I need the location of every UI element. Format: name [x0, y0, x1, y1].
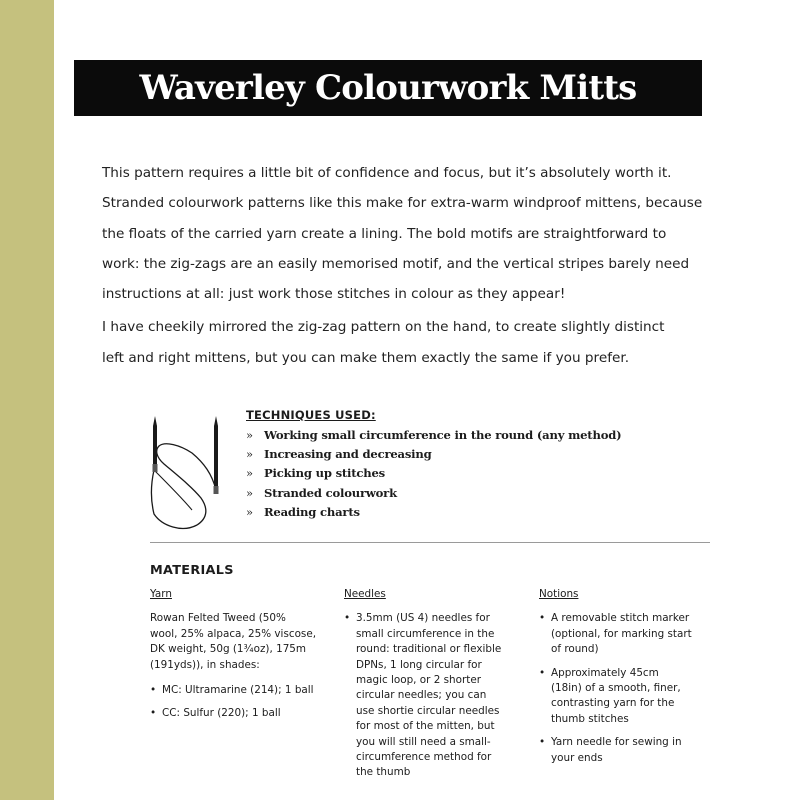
needles-column	[344, 587, 516, 789]
needles-line: DPNs, 1 long circular for	[356, 658, 482, 671]
notions-title: Notions	[539, 588, 579, 600]
needles-line: you will still need a small-	[356, 735, 491, 748]
needles-line: for most of the mitten, but	[356, 720, 495, 733]
notions-line: (18in) of a smooth, finer,	[551, 682, 681, 695]
needles-line: circumference method for	[356, 751, 492, 764]
notions-text	[551, 666, 681, 728]
bullet: •	[539, 612, 546, 625]
yarn-line: Rowan Felted Tweed (50%	[150, 612, 286, 625]
needles-line: the thumb	[356, 766, 411, 779]
notions-column	[539, 587, 709, 774]
accent-side-bar	[0, 0, 54, 800]
technique-label: Reading charts	[264, 504, 360, 519]
page-title: Waverley Colourwork Mitts	[139, 68, 637, 108]
technique-item	[246, 503, 716, 522]
bullet: •	[539, 736, 546, 749]
technique-item	[246, 464, 716, 483]
yarn-line: wool, 25% alpaca, 25% viscose,	[150, 627, 317, 640]
circular-knitting-needle-icon	[138, 412, 230, 536]
yarn-shade-item	[150, 706, 328, 721]
yarn-description	[150, 611, 328, 673]
notions-line: A removable stitch marker	[551, 612, 690, 625]
needles-list	[344, 611, 516, 780]
intro-line: work: the zig-zags are an easily memorised motif, and the vertical stripes barely need	[102, 255, 690, 272]
needles-title: Needles	[344, 588, 386, 600]
technique-label: Increasing and decreasing	[264, 447, 432, 462]
notions-line: Approximately 45cm	[551, 666, 659, 679]
yarn-shade-list	[150, 683, 328, 722]
intro-line: Stranded colourwork patterns like this make for extra-warm windproof mittens, because	[102, 195, 703, 212]
needles-line: 3.5mm (US 4) needles for	[356, 612, 490, 625]
bullet: »	[246, 466, 253, 481]
technique-label: Picking up stitches	[264, 466, 385, 481]
yarn-shade-text: CC: Sulfur (220); 1 ball	[162, 707, 281, 720]
notions-line: Yarn needle for sewing in	[551, 736, 682, 749]
notions-list	[539, 611, 709, 766]
notions-line: of round)	[551, 643, 599, 656]
bullet: •	[150, 684, 157, 697]
yarn-column	[150, 587, 328, 730]
notions-text	[551, 735, 682, 766]
intro-line: I have cheekily mirrored the zig-zag pattern on the hand, to create slightly distinct	[102, 319, 665, 336]
technique-item	[246, 426, 716, 445]
yarn-shade-text: MC: Ultramarine (214); 1 ball	[162, 684, 314, 697]
technique-item	[246, 484, 716, 503]
needles-line: magic loop, or 2 shorter	[356, 674, 482, 687]
yarn-line: (191yds)), in shades:	[150, 658, 260, 671]
needles-line: circular needles; you can	[356, 689, 487, 702]
technique-label: Working small circumference in the round (any method)	[264, 428, 622, 442]
intro-paragraph-1	[102, 158, 732, 309]
notions-line: (optional, for marking start	[551, 627, 692, 640]
section-divider	[150, 542, 710, 543]
bullet: »	[246, 428, 253, 442]
intro-line: left and right mittens, but you can make them exactly the same if you prefer.	[102, 349, 630, 366]
title-banner	[74, 60, 702, 116]
intro-line: This pattern requires a little bit of confidence and focus, but it’s absolutely worth it.	[102, 165, 672, 181]
needles-text	[356, 611, 501, 780]
notions-item	[539, 735, 709, 766]
techniques-list	[246, 426, 716, 522]
bullet: »	[246, 485, 253, 500]
techniques-section	[246, 408, 716, 522]
yarn-line: DK weight, 50g (1¾oz), 175m	[150, 643, 307, 656]
techniques-heading: TECHNIQUES USED:	[246, 408, 376, 422]
notions-line: thumb stitches	[551, 712, 629, 725]
intro-paragraph-2	[102, 312, 732, 373]
bullet: »	[246, 504, 253, 519]
bullet: •	[150, 707, 157, 720]
intro-line: instructions at all: just work those stitches in colour as they appear!	[102, 286, 566, 303]
notions-text	[551, 611, 692, 657]
intro-text	[102, 158, 732, 373]
notions-line: your ends	[551, 751, 603, 764]
needles-line: use shortie circular needles	[356, 704, 500, 717]
technique-item	[246, 445, 716, 464]
bullet: •	[344, 612, 351, 625]
needles-line: round: traditional or flexible	[356, 643, 502, 656]
intro-line: the floats of the carried yarn create a lining. The bold motifs are straightforward to	[102, 225, 667, 242]
bullet: •	[539, 666, 546, 679]
needles-line: small circumference in the	[356, 627, 495, 640]
yarn-title: Yarn	[150, 588, 172, 600]
notions-line: contrasting yarn for the	[551, 697, 675, 710]
needles-item	[344, 611, 516, 780]
technique-label: Stranded colourwork	[264, 485, 397, 500]
materials-heading: MATERIALS	[150, 563, 234, 578]
bullet: »	[246, 447, 253, 462]
yarn-shade-item	[150, 683, 328, 698]
notions-item	[539, 611, 709, 657]
notions-item	[539, 666, 709, 728]
